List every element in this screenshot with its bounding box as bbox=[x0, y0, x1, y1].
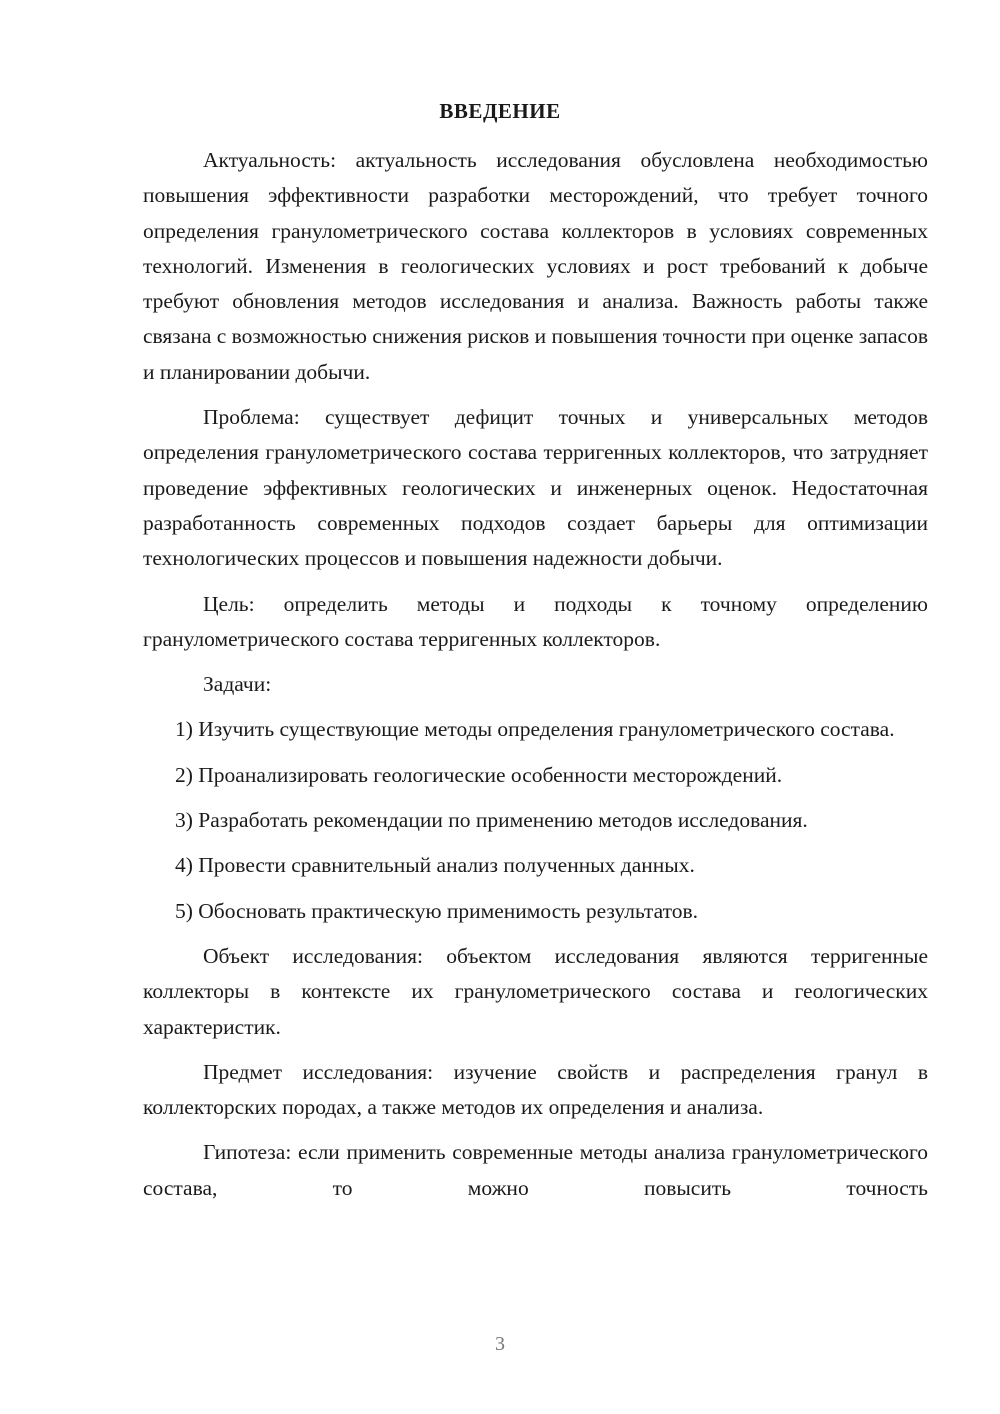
paragraph-problem: Проблема: существует дефицит точных и универсальных методов определения гранулометрического состава терригенных коллекторов, что затрудняет проведение эффективных геологических и инженерных оценок. Недостаточная разработанность современных подходов создает барьеры для оптимизации технологических процессов и повышения надежности добычи. bbox=[143, 405, 928, 571]
paragraph-tasks-heading: Задачи: bbox=[203, 672, 272, 697]
paragraph-subject: Предмет исследования: изучение свойств и распределения гранул в коллекторских породах, а также методов их определения и анализа. bbox=[143, 1059, 928, 1120]
paragraph-hypothesis: Гипотеза: если применить современные методы анализа гранулометрического состава, то можно повысить точность bbox=[143, 1140, 928, 1200]
body-text bbox=[143, 143, 928, 1216]
section-title: ВВЕДЕНИЕ bbox=[439, 99, 561, 123]
page-number: 3 bbox=[495, 1333, 505, 1355]
task-item: 3) Разработать рекомендации по применению методов исследования. bbox=[175, 808, 808, 833]
paragraph-goal: Цель: определить методы и подходы к точному определению гранулометрического состава терригенных коллекторов. bbox=[143, 591, 928, 651]
paragraph-object: Объект исследования: объектом исследования являются терригенные коллекторы в контексте их гранулометрического состава и геологических характеристик. bbox=[143, 943, 928, 1039]
task-item: 5) Обосновать практическую применимость результатов. bbox=[175, 898, 698, 923]
task-item: 1) Изучить существующие методы определения гранулометрического состава. bbox=[175, 717, 895, 742]
task-item: 4) Провести сравнительный анализ полученных данных. bbox=[175, 853, 695, 878]
paragraph-relevance: Актуальность: актуальность исследования обусловлена необходимостью повышения эффективности разработки месторождений, что требует точного определения гранулометрического состава коллекторов в условиях современных технологий. Изменения в геологических условиях и рост требований к добыче требуют обновления методов исследования и анализа. Важность работы также связана с возможностью снижения рисков и повышения точности при оценке запасов и планировании добычи. bbox=[143, 148, 928, 384]
task-item: 2) Проанализировать геологические особенности месторождений. bbox=[175, 762, 783, 787]
